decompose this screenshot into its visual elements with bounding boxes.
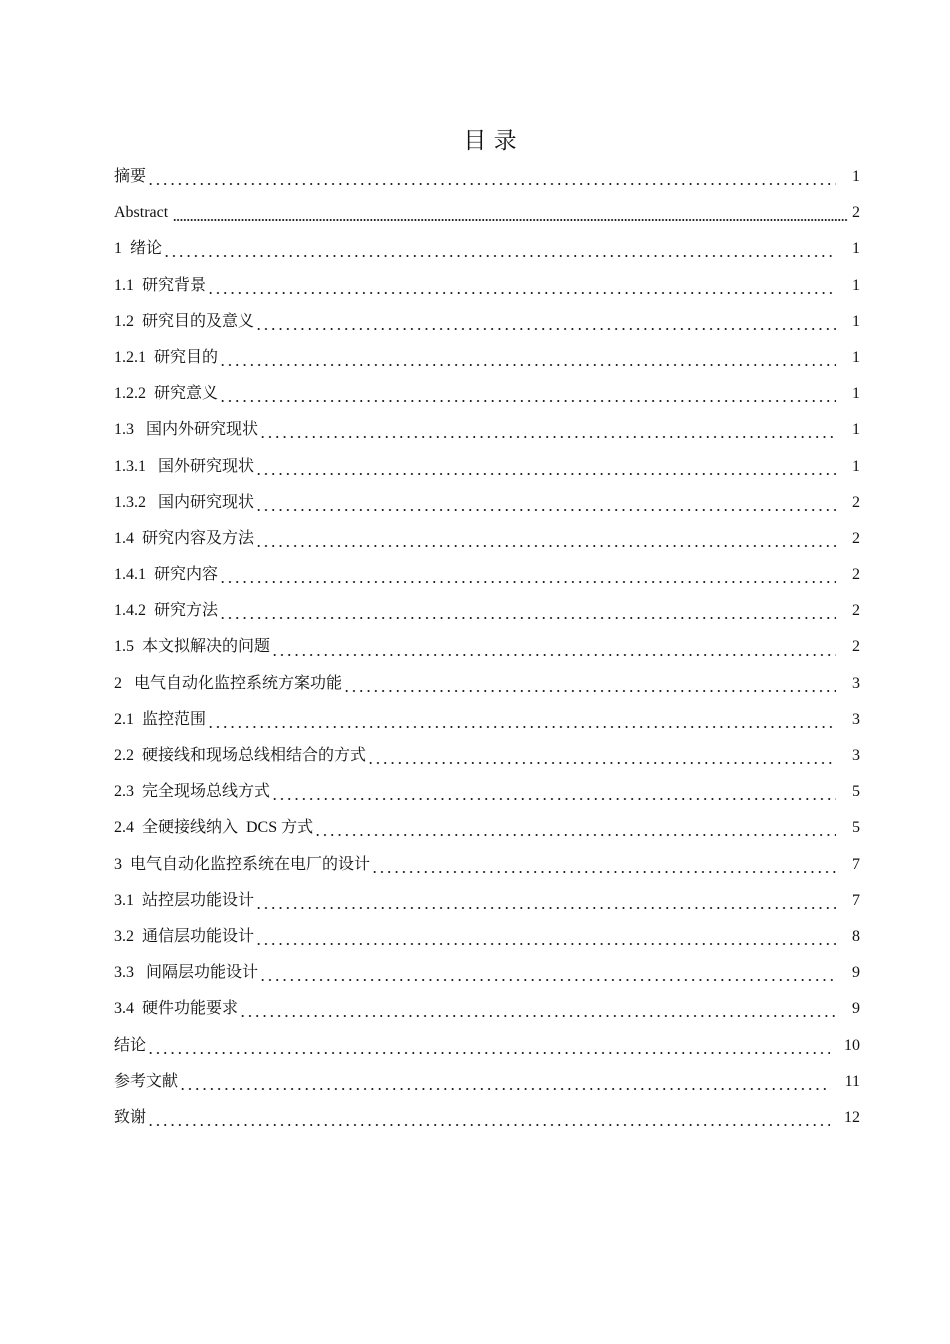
toc-entry[interactable] — [114, 774, 860, 810]
toc-entry[interactable] — [114, 1064, 860, 1100]
toc-entry-label: 1.2.1 研究目的 — [114, 348, 219, 366]
toc-entry-page-number: 3 — [852, 710, 860, 728]
toc-entry[interactable] — [114, 412, 860, 448]
toc-entry-label: 结论 — [114, 1036, 147, 1054]
dot-leader — [179, 1088, 831, 1090]
toc-entry-page-number: 3 — [852, 674, 860, 692]
toc-entry[interactable] — [114, 304, 860, 340]
toc-entry-page-number: 11 — [844, 1072, 860, 1090]
toc-entry-page-number: 2 — [852, 204, 860, 222]
toc-entry-page-number: 1 — [852, 385, 860, 403]
dot-leader — [163, 255, 836, 257]
dot-leader — [271, 798, 836, 800]
toc-entry[interactable] — [114, 449, 860, 485]
dot-leader — [255, 473, 836, 475]
toc-entry-label: 3.3 间隔层功能设计 — [114, 964, 259, 982]
toc-entry[interactable] — [114, 159, 860, 195]
dot-leader — [147, 1124, 830, 1126]
toc-entry-label: 1.5 本文拟解决的问题 — [114, 638, 271, 656]
toc-entry-page-number: 5 — [852, 783, 860, 801]
toc-entry-label: 1 绪论 — [114, 240, 163, 258]
toc-entry[interactable] — [114, 1028, 860, 1064]
toc-entry-label: 1.1 研究背景 — [114, 276, 207, 294]
toc-entry-page-number: 2 — [852, 493, 860, 511]
dot-leader — [239, 1015, 836, 1017]
toc-title: 目 录 — [463, 128, 517, 154]
dot-leader — [314, 834, 836, 836]
toc-entry-label: 2.4 全硬接线纳入 DCS 方式 — [114, 819, 314, 837]
toc-entry[interactable] — [114, 557, 860, 593]
toc-entry-label: 1.4 研究内容及方法 — [114, 529, 255, 547]
dot-leader — [343, 690, 836, 692]
toc-entry-label: 2.2 硬接线和现场总线相结合的方式 — [114, 747, 367, 764]
toc-entry[interactable] — [114, 1100, 860, 1136]
dot-leader — [147, 1052, 830, 1054]
dot-leader — [219, 400, 836, 402]
toc-entry-page-number: 2 — [852, 529, 860, 547]
toc-entry-page-number: 8 — [852, 927, 860, 945]
toc-entry-label: 1.3.2 国内研究现状 — [114, 493, 255, 511]
toc-entry-page-number: 9 — [852, 964, 860, 982]
dot-leader — [371, 871, 836, 873]
toc-entry[interactable] — [114, 593, 860, 629]
toc-entry[interactable] — [114, 883, 860, 919]
toc-entry[interactable] — [114, 666, 860, 702]
toc-entry-label: 3.2 通信层功能设计 — [114, 927, 255, 945]
toc-entry-page-number: 1 — [852, 312, 860, 330]
toc-entry-label: 1.2.2 研究意义 — [114, 385, 219, 403]
dot-leader — [255, 907, 836, 909]
toc-entry-page-number: 1 — [852, 348, 860, 366]
toc-entry-label: 参考文献 — [114, 1072, 179, 1090]
toc-entry[interactable] — [114, 268, 860, 304]
toc-entry-label: 1.3 国内外研究现状 — [114, 421, 259, 439]
toc-entry-page-number: 1 — [852, 457, 860, 475]
toc-entry[interactable] — [114, 231, 860, 267]
dot-leader — [207, 292, 836, 294]
toc-entry[interactable] — [114, 991, 860, 1027]
toc-entry-page-number: 7 — [852, 855, 860, 873]
toc-entry-label: 致谢 — [114, 1108, 147, 1126]
toc-entry[interactable] — [114, 810, 860, 846]
toc-entry[interactable] — [114, 955, 860, 991]
toc-entry[interactable] — [114, 702, 860, 738]
toc-entry-page-number: 5 — [852, 819, 860, 837]
toc-entry[interactable] — [114, 919, 860, 955]
table-of-contents — [114, 159, 860, 1136]
toc-entry-page-number: 7 — [852, 891, 860, 909]
dot-leader — [255, 943, 836, 945]
toc-entry-label: 2.1 监控范围 — [114, 710, 207, 728]
dot-leader — [147, 183, 836, 185]
toc-entry[interactable] — [114, 738, 860, 774]
toc-entry-page-number: 12 — [844, 1108, 860, 1126]
dot-leader — [173, 219, 848, 221]
toc-entry[interactable] — [114, 485, 860, 521]
toc-entry-label: 1.4.2 研究方法 — [114, 602, 219, 620]
dot-leader — [255, 545, 836, 547]
toc-entry[interactable] — [114, 521, 860, 557]
toc-entry-page-number: 2 — [852, 638, 860, 656]
toc-entry-label: 2 电气自动化监控系统方案功能 — [114, 674, 343, 692]
toc-entry-page-number: 9 — [852, 1000, 860, 1018]
toc-entry[interactable] — [114, 195, 860, 231]
dot-leader — [255, 328, 836, 330]
toc-entry-page-number: 10 — [844, 1036, 860, 1054]
dot-leader — [219, 617, 836, 619]
toc-entry-label: 3.4 硬件功能要求 — [114, 1000, 239, 1018]
toc-entry-page-number: 1 — [852, 168, 860, 185]
toc-entry-page-number: 1 — [852, 421, 860, 439]
toc-entry-label: 3.1 站控层功能设计 — [114, 891, 255, 909]
dot-leader — [255, 509, 836, 511]
toc-entry-label: 2.3 完全现场总线方式 — [114, 783, 271, 801]
dot-leader — [219, 364, 836, 366]
toc-entry-page-number: 1 — [852, 240, 860, 258]
toc-entry-label: Abstract — [114, 204, 169, 222]
toc-entry-page-number: 1 — [852, 276, 860, 294]
toc-entry-page-number: 2 — [852, 566, 860, 584]
toc-entry-label: 摘要 — [114, 168, 147, 185]
dot-leader — [259, 979, 836, 981]
toc-entry[interactable] — [114, 629, 860, 665]
toc-entry[interactable] — [114, 847, 860, 883]
toc-entry-label: 1.3.1 国外研究现状 — [114, 457, 255, 475]
toc-entry-label: 1.2 研究目的及意义 — [114, 312, 255, 330]
toc-entry[interactable] — [114, 376, 860, 412]
toc-entry-page-number: 2 — [852, 602, 860, 620]
toc-entry-label: 1.4.1 研究内容 — [114, 566, 219, 584]
dot-leader — [219, 581, 836, 583]
dot-leader — [207, 726, 836, 728]
toc-entry[interactable] — [114, 340, 860, 376]
toc-entry-label: 3 电气自动化监控系统在电厂的设计 — [114, 855, 371, 873]
dot-leader — [271, 654, 836, 656]
dot-leader — [259, 436, 836, 438]
toc-entry-page-number: 3 — [852, 747, 860, 764]
dot-leader — [367, 762, 836, 764]
